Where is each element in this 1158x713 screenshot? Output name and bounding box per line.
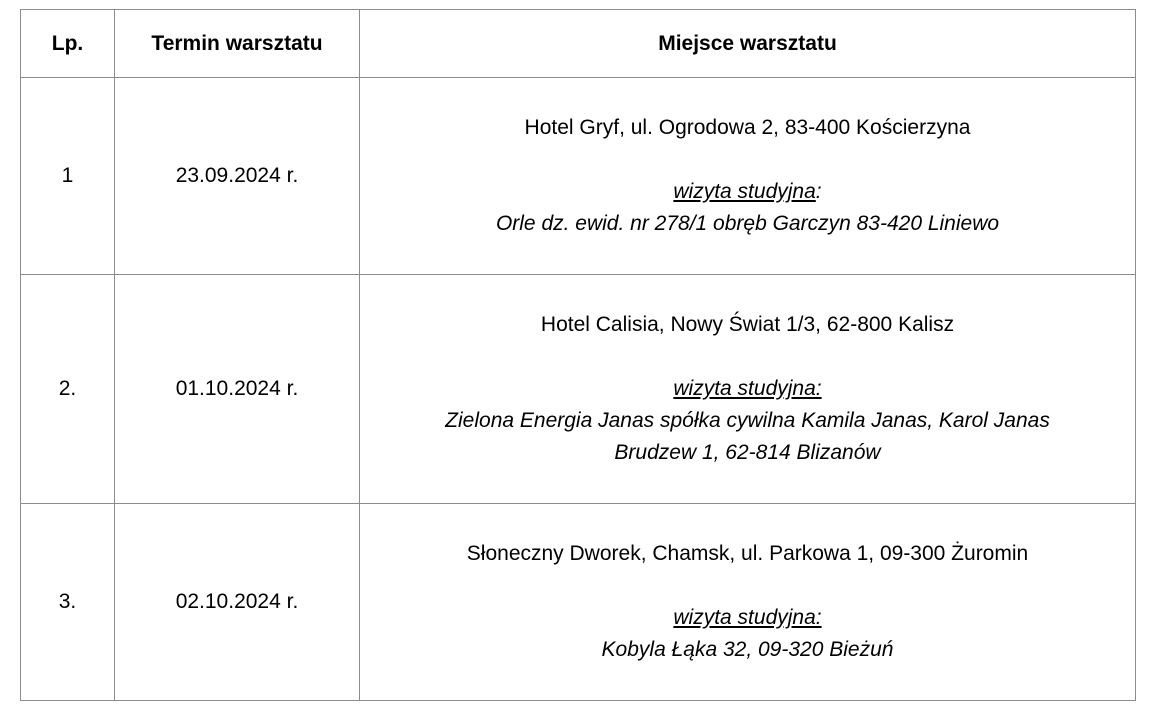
cell-place: [360, 78, 1136, 275]
visit-address: Kobyla Łąka 32, 09-320 Bieżuń: [601, 638, 894, 661]
place-name: Hotel Calisia, Nowy Świat 1/3, 62-800 Kalisz: [540, 313, 955, 336]
header-row: [21, 10, 1136, 78]
header-date: Termin warsztatu: [115, 10, 360, 78]
table-row: [21, 275, 1136, 504]
place-name: Hotel Gryf, ul. Ogrodowa 2, 83-400 Kościerzyna: [524, 116, 971, 139]
visit-address: Brudzew 1, 62-814 Blizanów: [614, 441, 881, 464]
visit-label: wizyta studyjna:: [673, 377, 822, 400]
visit-label: wizyta studyjna:: [673, 606, 822, 629]
cell-lp: 3.: [21, 504, 115, 701]
place-name: Słoneczny Dworek, Chamsk, ul. Parkowa 1, 09-300 Żuromin: [466, 542, 1029, 565]
visit-label-wrap: [360, 176, 1135, 208]
cell-place: [360, 275, 1136, 504]
header-lp: Lp.: [21, 10, 115, 78]
cell-date: 23.09.2024 r.: [115, 78, 360, 275]
cell-lp: 1: [21, 78, 115, 275]
table-row: [21, 504, 1136, 701]
visit-label-colon: :: [815, 180, 822, 203]
table-row: [21, 78, 1136, 275]
cell-date: 02.10.2024 r.: [115, 504, 360, 701]
workshop-schedule-table: [20, 9, 1136, 701]
cell-place: [360, 504, 1136, 701]
visit-company: Zielona Energia Janas spółka cywilna Kamila Janas, Karol Janas: [445, 409, 1050, 432]
visit-address: Orle dz. ewid. nr 278/1 obręb Garczyn 83-420 Liniewo: [495, 212, 1000, 235]
cell-date: 01.10.2024 r.: [115, 275, 360, 504]
cell-lp: 2.: [21, 275, 115, 504]
visit-label: wizyta studyjna: [673, 180, 816, 203]
header-place: Miejsce warsztatu: [360, 10, 1136, 78]
